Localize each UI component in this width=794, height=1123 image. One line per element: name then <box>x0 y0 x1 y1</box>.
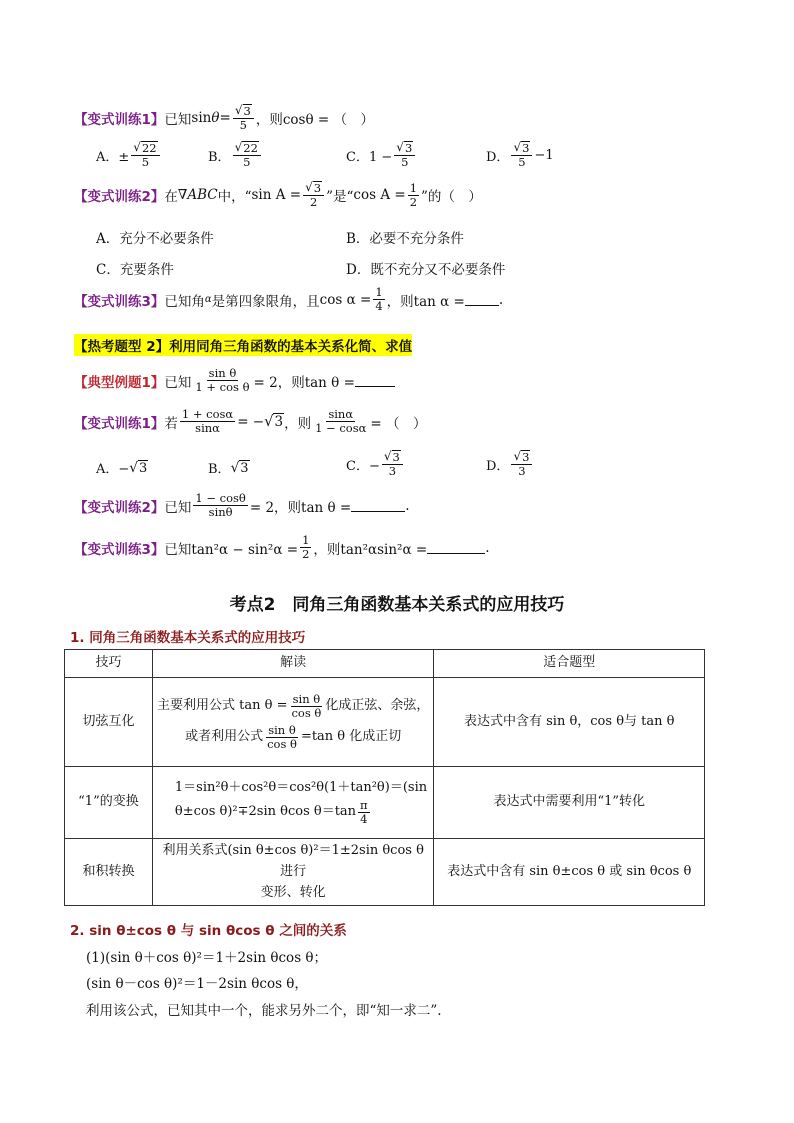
formula-line-3: 利用该公式，已知其中一个，能求另外二个，即“知一求二”. <box>86 1003 442 1019</box>
v1b-opt-d-den: 3 <box>518 464 526 479</box>
v1b-opt-b-label: B． <box>208 462 231 477</box>
q1-opt-d-label: D． <box>486 149 510 165</box>
q1-prefix: 已知 <box>164 112 192 129</box>
table-cell: 表达式中含有 sin θ，cos θ与 tan θ <box>434 678 705 767</box>
table-cell <box>152 839 434 906</box>
q3-mid: 是第四象限角，且 <box>211 293 320 310</box>
table-row <box>65 767 705 839</box>
table-cell <box>152 767 434 839</box>
q1-opt-c-num: 3 <box>404 141 413 155</box>
q3-den: 4 <box>375 299 383 314</box>
variant2-question: 【变式训练2】 在 ∇ABC 中，“ sin A = √ 3 2 ”是“ cos A = $\frac{1}{2}$ ”的（ ） <box>74 180 482 210</box>
table-row <box>65 678 705 767</box>
q1-eq: = <box>219 110 231 127</box>
variant1-tag: 【变式训练1】 <box>74 112 165 129</box>
q2-option-b: B．必要不充分条件 <box>346 231 464 247</box>
q1-opt-d-num: 3 <box>522 141 530 155</box>
variant3-question <box>74 286 503 313</box>
v1b-prefix: 若 <box>164 415 178 432</box>
v1b-rad: 3 <box>274 414 284 431</box>
v1b-opt-a-rad: 3 <box>138 460 148 476</box>
row2-c2b-den: 4 <box>360 812 368 827</box>
q2-option-d: D．既不充分又不必要条件 <box>346 262 506 278</box>
variant2b-tag: 【变式训练2】 <box>74 499 165 516</box>
v1b-den2: 1 − cosα <box>315 421 367 436</box>
techniques-table <box>64 649 705 906</box>
q2-cosA: cos A = <box>353 187 406 204</box>
q2-option-c: C．充要条件 <box>96 262 174 278</box>
v2b-prefix: 已知 <box>164 499 192 516</box>
variant1b-question: 【变式训练1】 若 $\frac{1 + \cos\alpha}{\sin\alpha}$ = − √ 3 ，则 $\frac{\sin\alpha}{1 - \cos\alpha}$ = （ ） <box>74 407 427 436</box>
v2b-den: sinθ <box>208 505 233 520</box>
q3-prefix: 已知角 <box>164 293 205 310</box>
ex1-prefix: 已知 <box>164 374 192 391</box>
v3b-mid: ，则tan²αsin²α = <box>313 541 428 558</box>
q2-s1-den: 2 <box>309 195 318 210</box>
v1b-num2: sinα <box>328 407 354 421</box>
q1-opt-c-den: 5 <box>401 155 409 170</box>
v1b-opt-b-rad: 3 <box>240 460 249 476</box>
q1-option-c: C．1 − √ 3 5 <box>346 141 417 169</box>
variant3b-tag: 【变式训练3】 <box>74 541 165 558</box>
q1-opt-c-label: C．1 − <box>346 149 393 165</box>
q2-triangle: ∇ABC <box>177 187 218 204</box>
ex1-eq: = 2，则tan θ = <box>253 374 355 391</box>
q1-ask2: θ = （ ） <box>305 112 374 129</box>
q1-option-b: B． √ 22 5 <box>208 141 263 169</box>
v1b-mid: ，则 <box>284 415 312 432</box>
formula-line-2: (sin θ－cos θ)²＝1－2sin θcos θ， <box>86 976 308 992</box>
v2b-eq: = 2，则tan θ = <box>249 499 352 516</box>
q3-ask: ，则tan α = <box>386 293 465 310</box>
table-header: 技巧 <box>65 650 153 678</box>
table-header: 适合题型 <box>434 650 705 678</box>
v1b-option-a: A．− √ 3 <box>96 459 148 477</box>
hot-topic-2-tag: 【热考题型 2】 <box>74 334 169 356</box>
q2-is: ”是“ <box>326 189 354 206</box>
v1b-opt-d-num: 3 <box>522 450 530 464</box>
variant3b-question <box>74 534 489 561</box>
v2b-num: 1 − cosθ <box>195 491 246 505</box>
row3-c2a: 利用关系式(sin θ±cos θ)²＝1±2sin θcos θ进行 <box>162 843 424 879</box>
formula-line-1: (1)(sin θ＋cos θ)²＝1＋2sin θcos θ； <box>86 950 328 966</box>
q1-opt-d-suffix: −1 <box>534 147 554 163</box>
v1b-opt-c-num: 3 <box>392 450 400 464</box>
row2-c2a: 1＝sin²θ＋cos²θ＝cos²θ(1＋tan²θ)＝(sin <box>174 780 428 796</box>
variant3-tag: 【变式训练3】 <box>74 293 165 310</box>
row1-c2b: 或者利用公式 <box>185 729 264 745</box>
row1-c2a-end: 化成正弦、余弦， <box>325 697 430 713</box>
table-cell <box>152 678 434 767</box>
v1b-option-c: C．− √ 3 3 <box>346 450 405 478</box>
table-cell: 表达式中含有 sin θ±cos θ 或 sin θcos θ <box>434 839 705 906</box>
table-cell: “1”的变换 <box>65 767 153 839</box>
hot-topic-2-heading <box>74 334 412 356</box>
q2-sinA: sin A = <box>251 187 302 204</box>
table-header: 解读 <box>152 650 434 678</box>
table-cell: 和积转换 <box>65 839 153 906</box>
q2-end: ”的（ ） <box>421 189 482 206</box>
q1-fraction: √ 3 5 <box>233 104 254 132</box>
v3b-end: . <box>485 539 490 556</box>
table-row <box>65 839 705 906</box>
subheading-1: 1. 同角三角函数基本关系式的应用技巧 <box>70 630 306 646</box>
variant1b-tag: 【变式训练1】 <box>74 415 165 432</box>
v1b-option-d: D． √ 3 3 <box>486 450 534 478</box>
q1-opt-d-den: 5 <box>518 155 526 170</box>
q1-opt-b-den: 5 <box>243 155 251 170</box>
row1-c2b-den: cos θ <box>267 737 297 752</box>
row1-c2a-num: sin θ <box>292 691 321 706</box>
q2-s1-num: 3 <box>313 181 322 195</box>
v1b-eq: = − <box>237 413 265 430</box>
q1-den: 5 <box>239 118 247 133</box>
v2b-answer-blank[interactable] <box>351 499 405 512</box>
variant1-question <box>74 104 374 132</box>
v2b-end: . <box>405 497 410 514</box>
v1b-opt-d-label: D． <box>486 458 510 474</box>
q1-opt-a-den: 5 <box>141 155 150 170</box>
q1-opt-b-label: B． <box>208 149 231 165</box>
v3b-prefix: 已知tan²α − sin²α = <box>164 541 299 558</box>
section-title: 考点2 同角三角函数基本关系式的应用技巧 <box>229 595 565 615</box>
row1-c2a: 主要利用公式 tan θ = <box>157 697 288 713</box>
q1-opt-a-num: 22 <box>141 141 157 155</box>
q1-opt-b-num: 22 <box>243 141 258 155</box>
table-cell: 切弦互化 <box>65 678 153 767</box>
v1b-opt-c-den: 3 <box>388 464 397 479</box>
ex1-answer-blank[interactable] <box>355 374 395 387</box>
row2-c2b-num: π <box>360 798 368 813</box>
v3b-answer-blank[interactable] <box>427 541 485 554</box>
variant2b-question <box>74 492 410 519</box>
row1-c2b-num: sin θ <box>268 723 296 737</box>
q3-num: 1 <box>375 285 383 299</box>
v1b-opt-a-label: A．− <box>96 462 130 477</box>
q2-s2-den: 2 <box>409 194 418 209</box>
ex1-num: sin θ <box>208 366 237 380</box>
q3-cos: cos α = <box>319 291 372 308</box>
v1b-den: sinα <box>195 421 220 436</box>
example1-question <box>74 367 395 394</box>
v3b-num: 1 <box>302 533 310 547</box>
q3-end: . <box>498 291 504 308</box>
hot-topic-2-text: 利用同角三角函数的基本关系化简、求值 <box>169 334 412 356</box>
q2-mid: 中，“ <box>217 189 252 206</box>
ex1-den: 1 + cos θ <box>195 380 250 395</box>
q1-opt-a-label: A．± <box>96 149 130 165</box>
row1-c2b-end: =tan θ 化成正切 <box>300 729 402 745</box>
row1-c2a-den: cos θ <box>291 705 322 720</box>
q1-theta: θ <box>211 110 220 127</box>
v3b-den: 2 <box>302 547 310 562</box>
v1b-option-b: B． √ 3 <box>208 459 249 477</box>
v1b-num: 1 + cosα <box>181 407 234 421</box>
row3-c2b: 变形、转化 <box>260 884 326 900</box>
variant2-tag: 【变式训练2】 <box>74 189 165 206</box>
q1-ask: ，则cos <box>255 112 306 129</box>
q3-answer-blank[interactable] <box>465 293 499 306</box>
q2-option-a: A．充分不必要条件 <box>96 231 214 247</box>
v1b-end: = （ ） <box>370 415 427 432</box>
v1b-opt-c-label: C．− <box>346 458 380 474</box>
q2-prefix: 在 <box>164 189 178 206</box>
subheading-2: 2. sin θ±cos θ 与 sin θcos θ 之间的关系 <box>70 923 347 939</box>
table-header-row <box>65 650 705 678</box>
q1-sin: sin <box>191 110 212 127</box>
q3-alpha: α <box>204 294 212 306</box>
row2-c2b: θ±cos θ)²∓2sin θcos θ＝tan <box>174 804 357 820</box>
example1-tag: 【典型例题1】 <box>74 374 165 391</box>
q2-s2-num: 1 <box>409 180 418 195</box>
q1-option-a: A．± √ 22 5 <box>96 141 162 169</box>
table-cell: 表达式中需要利用“1”转化 <box>434 767 705 839</box>
q1-option-d: D． √ 3 5 −1 <box>486 140 554 170</box>
q1-num: 3 <box>243 104 251 118</box>
